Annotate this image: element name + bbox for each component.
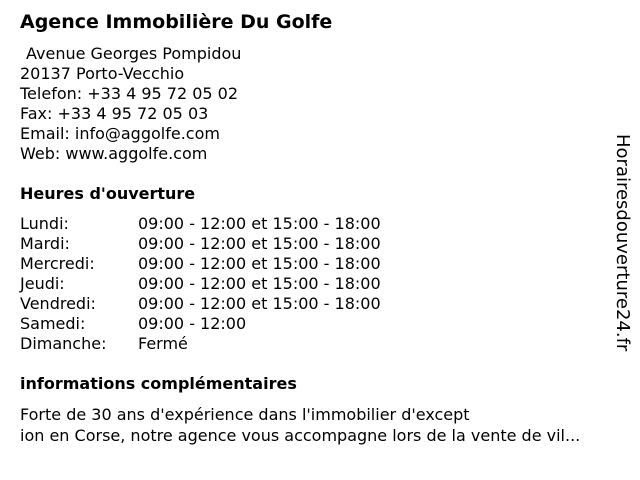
time-range: Fermé bbox=[138, 334, 188, 353]
side-watermark-text: Horairesdouverture24.fr bbox=[612, 134, 633, 352]
time-range: 09:00 - 12:00 et 15:00 - 18:00 bbox=[138, 254, 381, 273]
time-range: 09:00 - 12:00 et 15:00 - 18:00 bbox=[138, 294, 381, 313]
day-label: Jeudi: bbox=[20, 274, 65, 293]
time-range: 09:00 - 12:00 et 15:00 - 18:00 bbox=[138, 234, 381, 253]
contact-block bbox=[20, 44, 241, 164]
info-line-1: Forte de 30 ans d'expérience dans l'immobilier d'except bbox=[20, 405, 470, 424]
info-heading: informations complémentaires bbox=[20, 374, 297, 393]
address-street: Avenue Georges Pompidou bbox=[26, 44, 242, 63]
hours-row-friday bbox=[20, 294, 381, 314]
day-label: Vendredi: bbox=[20, 294, 96, 313]
hours-row-tuesday bbox=[20, 234, 381, 254]
hours-heading: Heures d'ouverture bbox=[20, 184, 196, 203]
time-range: 09:00 - 12:00 bbox=[138, 314, 247, 333]
day-label: Samedi: bbox=[20, 314, 86, 333]
time-range: 09:00 - 12:00 et 15:00 - 18:00 bbox=[138, 214, 381, 233]
hours-row-thursday bbox=[20, 274, 381, 294]
hours-row-monday bbox=[20, 214, 381, 234]
hours-row-saturday bbox=[20, 314, 381, 334]
email-line: Email: info@aggolfe.com bbox=[20, 124, 220, 143]
web-line: Web: www.aggolfe.com bbox=[20, 144, 208, 163]
day-label: Mercredi: bbox=[20, 254, 95, 273]
business-name: Agence Immobilière Du Golfe bbox=[20, 11, 333, 33]
fax-line: Fax: +33 4 95 72 05 03 bbox=[20, 104, 209, 123]
side-watermark bbox=[611, 134, 633, 352]
address-city: 20137 Porto-Vecchio bbox=[20, 64, 185, 83]
day-label: Lundi: bbox=[20, 214, 69, 233]
time-range: 09:00 - 12:00 et 15:00 - 18:00 bbox=[138, 274, 381, 293]
info-description bbox=[20, 404, 580, 446]
hours-row-wednesday bbox=[20, 254, 381, 274]
day-label: Dimanche: bbox=[20, 334, 107, 353]
phone-line: Telefon: +33 4 95 72 05 02 bbox=[20, 84, 239, 103]
info-line-2: ion en Corse, notre agence vous accompagne lors de la vente de vil... bbox=[20, 426, 581, 445]
hours-table bbox=[20, 214, 381, 354]
day-label: Mardi: bbox=[20, 234, 70, 253]
hours-row-sunday bbox=[20, 334, 381, 354]
